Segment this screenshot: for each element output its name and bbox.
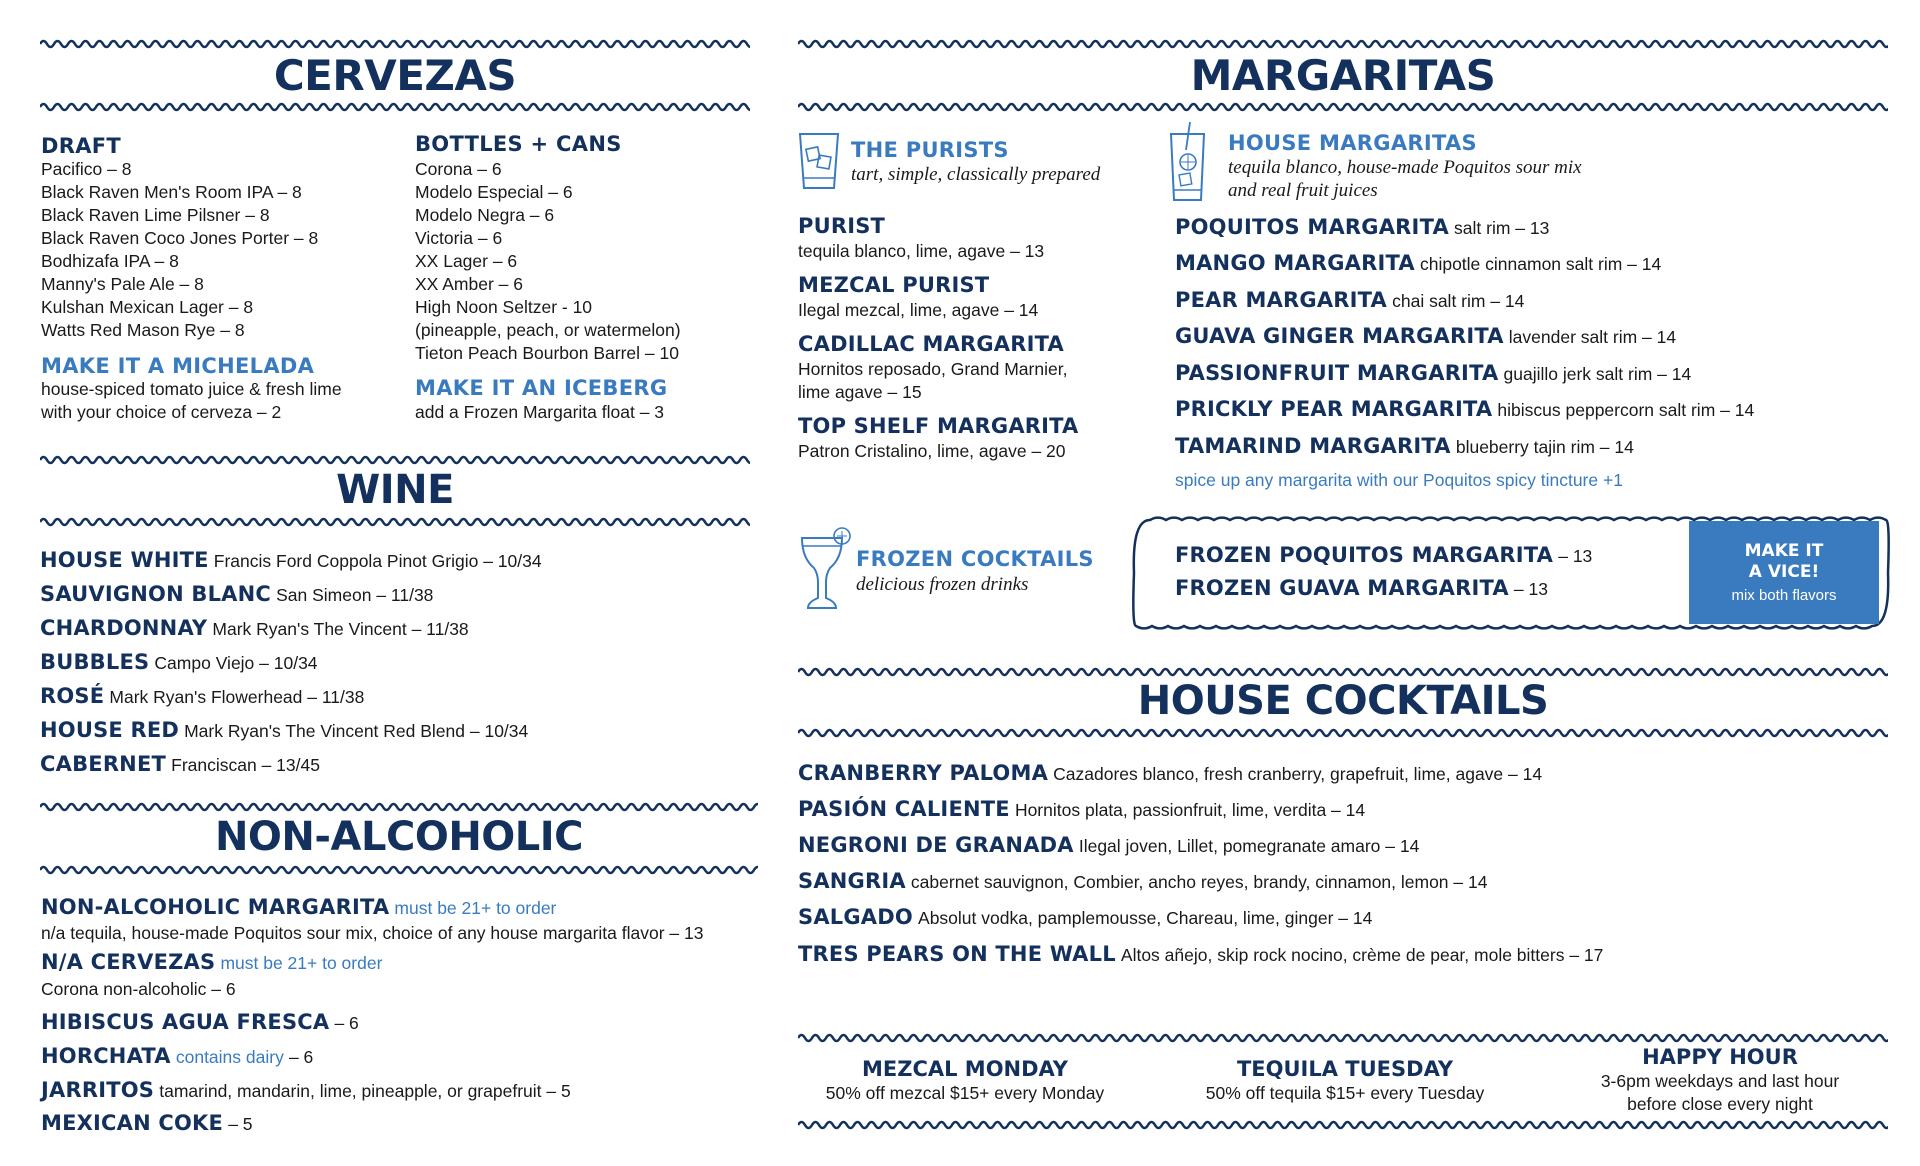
house-margaritas-subtitle: tequila blanco, house-made Poquitos sour mix <box>1228 157 1582 178</box>
house-cocktails-title: HOUSE COCKTAILS <box>1137 678 1549 724</box>
wine-name: SAUVIGNON BLANC <box>40 582 272 606</box>
draft-list <box>41 158 318 342</box>
special-title: TEQUILA TUESDAY <box>1236 1057 1454 1081</box>
wine-name: BUBBLES <box>40 650 150 674</box>
wine-name: CHARDONNAY <box>40 616 208 640</box>
item-desc: Hornitos reposado, Grand Marnier, <box>798 359 1068 379</box>
michelada-heading: MAKE IT A MICHELADA <box>41 354 315 378</box>
special-title: MEZCAL MONDAY <box>861 1057 1069 1081</box>
cocktail-row <box>798 797 1365 821</box>
iceberg-heading: MAKE IT AN ICEBERG <box>415 376 668 400</box>
list-item: Modelo Negra – 6 <box>415 205 555 225</box>
item-name: SALGADO <box>798 905 913 929</box>
age-note: must be 21+ to order <box>394 898 557 918</box>
item-price: – 13 <box>1513 579 1548 599</box>
vice-title: MAKE IT A VICE! <box>1744 541 1824 582</box>
bottles-list <box>415 158 681 365</box>
frozen-item-row <box>1175 543 1592 567</box>
purists-heading: THE PURISTS <box>851 138 1009 162</box>
item-desc: cabernet sauvignon, Combier, ancho reyes, brandy, cinnamon, lemon – 14 <box>910 872 1488 892</box>
wave-divider <box>798 99 1888 115</box>
item-desc: hibiscus peppercorn salt rim – 14 <box>1497 400 1755 420</box>
list-item: Black Raven Men's Room IPA – 8 <box>41 182 302 202</box>
item-name: FROZEN POQUITOS MARGARITA <box>1175 543 1554 567</box>
highball-glass-icon <box>1166 120 1214 204</box>
age-note: must be 21+ to order <box>220 953 383 973</box>
wine-row <box>40 684 364 708</box>
list-item: Watts Red Mason Rye – 8 <box>41 320 245 340</box>
wave-divider <box>798 725 1888 741</box>
cocktail-row <box>798 869 1487 893</box>
wine-desc: Mark Ryan's The Vincent Red Blend – 10/34 <box>184 721 529 741</box>
special-desc: 50% off mezcal $15+ every Monday <box>825 1083 1105 1103</box>
iceberg-line: add a Frozen Margarita float – 3 <box>415 402 665 422</box>
item-price: – 5 <box>228 1114 253 1134</box>
item-desc: Ilegal joven, Lillet, pomegranate amaro – 14 <box>1078 836 1420 856</box>
special-desc: 50% off tequila $15+ every Tuesday <box>1205 1083 1485 1103</box>
frozen-item-row <box>1175 576 1548 600</box>
item-desc: tequila blanco, lime, agave – 13 <box>798 241 1045 261</box>
draft-heading: DRAFT <box>41 134 122 158</box>
horchata-row <box>41 1044 313 1068</box>
item-name: NEGRONI DE GRANADA <box>798 833 1074 857</box>
jarritos-row <box>41 1078 571 1102</box>
item-name: MANGO MARGARITA <box>1175 251 1415 275</box>
item-price: – 13 <box>1558 546 1593 566</box>
na-margarita-row <box>41 895 556 919</box>
item-desc: Absolut vodka, pamplemousse, Chareau, lime, ginger – 14 <box>918 908 1373 928</box>
item-desc: chipotle cinnamon salt rim – 14 <box>1419 254 1662 274</box>
margarita-glass-icon <box>796 524 852 614</box>
list-item: XX Lager – 6 <box>415 251 518 271</box>
item-name: TRES PEARS ON THE WALL <box>798 942 1116 966</box>
item-price: – 6 <box>334 1013 359 1033</box>
wine-name: HOUSE RED <box>40 718 180 742</box>
list-item: XX Amber – 6 <box>415 274 523 294</box>
mexican-coke-row <box>41 1111 253 1135</box>
item-name: HIBISCUS AGUA FRESCA <box>41 1010 330 1034</box>
purist-item <box>798 273 989 297</box>
item-name: N/A CERVEZAS <box>41 950 216 974</box>
na-margarita-desc: n/a tequila, house-made Poquitos sour mix, choice of any house margarita flavor – 13 <box>41 923 704 943</box>
item-name: MEXICAN COKE <box>41 1111 224 1135</box>
michelada-line: with your choice of cerveza – 2 <box>41 402 282 422</box>
item-desc: Cazadores blanco, fresh cranberry, grapefruit, lime, agave – 14 <box>1053 764 1543 784</box>
cocktail-row <box>798 905 1372 929</box>
house-margarita-row <box>1175 361 1691 385</box>
bottles-heading: BOTTLES + CANS <box>415 132 622 156</box>
wine-name: ROSÉ <box>40 684 105 708</box>
item-name: CADILLAC MARGARITA <box>798 332 1064 356</box>
wine-name: HOUSE WHITE <box>40 548 209 572</box>
item-name: PEAR MARGARITA <box>1175 288 1388 312</box>
item-name: TOP SHELF MARGARITA <box>798 414 1079 438</box>
item-desc: Patron Cristalino, lime, agave – 20 <box>798 441 1066 461</box>
make-it-a-vice-badge <box>1689 521 1879 624</box>
wine-name: CABERNET <box>40 752 167 776</box>
purist-item <box>798 332 1064 356</box>
item-name: PRICKLY PEAR MARGARITA <box>1175 397 1493 421</box>
wine-desc: Franciscan – 13/45 <box>171 755 320 775</box>
special-mezcal-monday <box>800 1056 1130 1105</box>
house-margaritas-heading: HOUSE MARGARITAS <box>1228 131 1477 155</box>
list-item: Manny's Pale Ale – 8 <box>41 274 204 294</box>
wine-row <box>40 718 528 742</box>
wine-row <box>40 650 318 674</box>
item-desc: Altos añejo, skip rock nocino, crème de pear, mole bitters – 17 <box>1120 945 1604 965</box>
item-desc: chai salt rim – 14 <box>1392 291 1525 311</box>
purist-item <box>798 414 1079 438</box>
wine-row <box>40 752 320 776</box>
item-name: SANGRIA <box>798 869 906 893</box>
michelada-line: house-spiced tomato juice & fresh lime <box>41 379 342 399</box>
item-desc: salt rim – 13 <box>1454 218 1550 238</box>
list-item: Black Raven Coco Jones Porter – 8 <box>41 228 319 248</box>
item-desc: tamarind, mandarin, lime, pineapple, or grapefruit – 5 <box>159 1081 571 1101</box>
wave-divider <box>798 1117 1888 1133</box>
wine-row <box>40 548 542 572</box>
michelada-desc <box>41 378 342 424</box>
rocks-glass-icon <box>796 130 842 192</box>
special-title: HAPPY HOUR <box>1642 1045 1798 1069</box>
wine-title: WINE <box>336 467 454 513</box>
wine-row <box>40 582 433 606</box>
house-margarita-row <box>1175 434 1634 458</box>
list-item: High Noon Seltzer - 10 <box>415 297 593 317</box>
house-margarita-row <box>1175 324 1676 348</box>
item-desc: lime agave – 15 <box>798 382 922 402</box>
list-item: Corona – 6 <box>415 159 502 179</box>
hibiscus-row <box>41 1010 359 1034</box>
cocktail-row <box>798 761 1542 785</box>
item-name: HORCHATA <box>41 1044 171 1068</box>
special-desc: 3-6pm weekdays and last hour <box>1600 1071 1840 1091</box>
vice-subtitle: mix both flavors <box>1731 587 1837 604</box>
cervezas-title: CERVEZAS <box>273 51 517 100</box>
purist-item <box>798 214 885 238</box>
cocktail-row <box>798 942 1603 966</box>
item-desc: Hornitos plata, passionfruit, lime, verdita – 14 <box>1014 800 1366 820</box>
na-cervezas-desc: Corona non-alcoholic – 6 <box>41 979 236 999</box>
list-item: Tieton Peach Bourbon Barrel – 10 <box>415 343 679 363</box>
item-name: FROZEN GUAVA MARGARITA <box>1175 576 1509 600</box>
item-desc: lavender salt rim – 14 <box>1508 327 1677 347</box>
cocktail-row <box>798 833 1419 857</box>
list-item: Victoria – 6 <box>415 228 503 248</box>
list-item: Kulshan Mexican Lager – 8 <box>41 297 254 317</box>
list-item: Pacifico – 8 <box>41 159 132 179</box>
item-name: PURIST <box>798 214 886 238</box>
iceberg-desc <box>415 401 664 424</box>
item-name: PASSIONFRUIT MARGARITA <box>1175 361 1499 385</box>
wave-divider <box>40 99 750 115</box>
item-desc: Ilegal mezcal, lime, agave – 14 <box>798 300 1039 320</box>
list-item: (pineapple, peach, or watermelon) <box>415 320 681 340</box>
na-cervezas-row <box>41 950 382 974</box>
dairy-note: contains dairy <box>175 1047 284 1067</box>
house-margarita-row <box>1175 397 1754 421</box>
special-tequila-tuesday <box>1175 1056 1515 1105</box>
frozen-heading: FROZEN COCKTAILS <box>856 547 1094 571</box>
house-margarita-row <box>1175 251 1661 275</box>
wave-divider <box>40 862 758 878</box>
wine-row <box>40 616 469 640</box>
special-desc: before close every night <box>1627 1094 1813 1114</box>
item-name: GUAVA GINGER MARGARITA <box>1175 324 1504 348</box>
wine-desc: Campo Viejo – 10/34 <box>154 653 318 673</box>
wine-desc: Mark Ryan's The Vincent – 11/38 <box>212 619 469 639</box>
item-name: MEZCAL PURIST <box>798 273 990 297</box>
house-margarita-row <box>1175 288 1524 312</box>
list-item: Bodhizafa IPA – 8 <box>41 251 179 271</box>
purists-subtitle: tart, simple, classically prepared <box>851 164 1101 185</box>
special-happy-hour <box>1560 1044 1880 1116</box>
item-name: JARRITOS <box>41 1078 155 1102</box>
wine-desc: Mark Ryan's Flowerhead – 11/38 <box>109 687 365 707</box>
item-name: TAMARIND MARGARITA <box>1175 434 1451 458</box>
item-desc: blueberry tajin rim – 14 <box>1455 437 1634 457</box>
list-item: Black Raven Lime Pilsner – 8 <box>41 205 270 225</box>
wine-desc: Francis Ford Coppola Pinot Grigio – 10/34 <box>213 551 542 571</box>
item-name: POQUITOS MARGARITA <box>1175 215 1449 239</box>
house-margarita-row <box>1175 215 1549 239</box>
wine-desc: San Simeon – 11/38 <box>276 585 434 605</box>
item-name: CRANBERRY PALOMA <box>798 761 1049 785</box>
wave-divider <box>40 514 750 530</box>
non-alcoholic-title: NON-ALCOHOLIC <box>214 814 584 860</box>
spice-note: spice up any margarita with our Poquitos spicy tincture +1 <box>1175 470 1623 490</box>
list-item: Modelo Especial – 6 <box>415 182 573 202</box>
frozen-subtitle: delicious frozen drinks <box>856 574 1029 595</box>
item-desc: guajillo jerk salt rim – 14 <box>1503 364 1692 384</box>
item-name: PASIÓN CALIENTE <box>798 797 1010 821</box>
margaritas-title: MARGARITAS <box>1190 51 1496 100</box>
item-name: NON-ALCOHOLIC MARGARITA <box>41 895 390 919</box>
item-price: – 6 <box>288 1047 314 1067</box>
house-margaritas-subtitle: and real fruit juices <box>1228 180 1378 201</box>
